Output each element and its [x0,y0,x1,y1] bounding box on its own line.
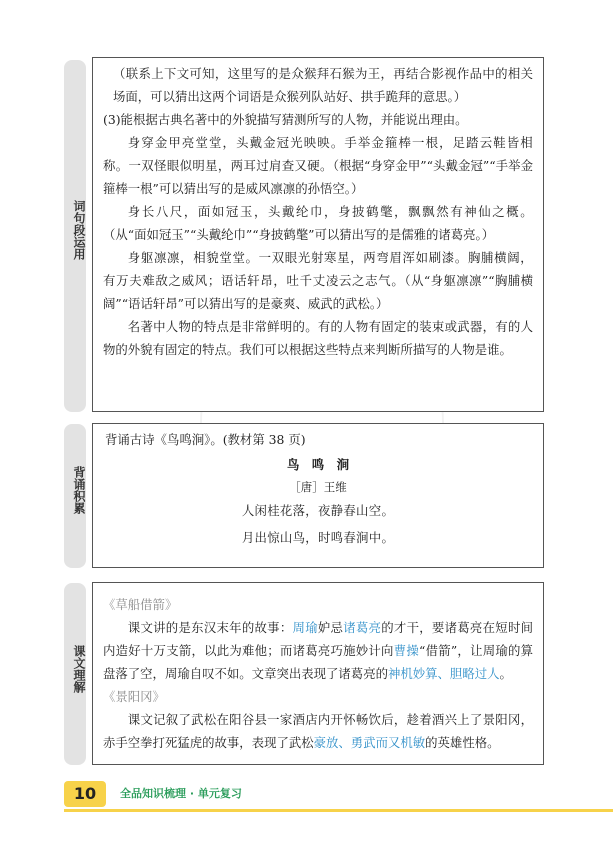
lesson-title: 《景阳冈》 [103,689,165,704]
section-tab-label: 背诵积累 [72,466,86,514]
passage-note: （根据“身穿金甲”“头戴金冠”“手举金箍棒一根”可以猜出写的是威风凛凛的孙悟空。） [103,158,533,196]
passage-quote: 身长八尺，面如冠玉，头戴纶巾，身披鹤氅，飘飘然有神仙之概。 [127,204,533,219]
footer-divider [64,809,613,812]
highlight-term: 周瑜 [292,620,318,635]
poem-verse: 人闲桂花落，夜静春山空。 [241,503,395,518]
recite-intro: 背诵古诗《鸟鸣涧》。(教材第 38 页) [105,432,306,447]
passage-1 [103,131,533,200]
question-3: (3)能根据古典名著中的外貌描写猜测所写的人物，并能说出理由。 [103,112,468,127]
lesson-summary [103,708,533,754]
section-tab-label: 课文理解 [72,645,86,693]
lesson-title: 《草船借箭》 [103,597,178,612]
passage-note: （从“面如冠玉”“头戴纶巾”“身披鹤氅”可以猜出写的是儒雅的诸葛亮。） [103,227,495,242]
footer-title: 全品知识梳理 · 单元复习 [120,787,242,800]
passage-note: （从“身躯凛凛”“胸脯横阔”“语话轩昂”可以猜出写的是豪爽、威武的武松。） [103,273,533,311]
section-box-bei-song [92,423,544,568]
section-box-ci-ju [92,57,544,412]
lesson-text: 的英雄性格。 [425,735,500,750]
poem-author: ［唐］王维 [289,480,347,494]
lesson-text: 。 [499,666,512,681]
context-note-text: （联系上下文可知，这里写的是众猴拜石猴为王，再结合影视作品中的相关场面，可以猜出这两个词语是众猴列队站好、拱手跪拜的意思。） [113,66,533,104]
section-box-ke-wen [92,582,544,765]
passage-quote: 身躯凛凛，相貌堂堂。一双眼光射寒星，两弯眉浑如刷漆。胸脯横阔，有万夫难敌之威风；语话轩昂，吐千丈凌云之志气。 [103,250,533,288]
highlight-term: 神机妙算、胆略过人 [387,666,500,681]
lesson-summary [103,616,533,685]
context-note [103,62,533,108]
highlight-term: 豪放、勇武而又机敏 [313,735,426,750]
poem-title: 鸟 鸣 涧 [287,457,349,472]
lesson-text: 的才干，要诸葛亮在短时间内造好十万支箭，以此为难他；而诸葛亮巧施妙计向 [103,620,534,658]
poem-verse: 月出惊山鸟，时鸣春涧中。 [241,530,395,545]
section-tab-bei-song [64,424,86,568]
highlight-term: 曹操 [393,643,419,658]
section-tab-ke-wen [64,583,86,765]
passage-2 [103,200,533,246]
highlight-term: 诸葛亮 [343,620,382,635]
summary: 名著中人物的特点是非常鲜明的。有的人物有固定的装束或武器，有的人物的外貌有固定的特点。我们可以根据这些特点来判断所描写的人物是谁。 [103,319,533,357]
passage-3 [103,246,533,315]
lesson-text: 妒忌 [317,620,344,635]
section-tab-ci-ju [64,60,86,412]
page-number: 10 [64,781,106,807]
lesson-text: 课文讲的是东汉末年的故事： [127,620,293,635]
passage-quote: 身穿金甲亮堂堂，头戴金冠光映映。手举金箍棒一根，足踏云鞋皆相称。一双怪眼似明星，两耳过肩查又硬。 [103,135,533,173]
lesson-text: “借箭”，让周瑜的算盘落了空，周瑜自叹不如。文章突出表现了诸葛亮的 [103,643,534,681]
lesson-text: 课文记叙了武松在阳谷县一家酒店内开怀畅饮后，趁着酒兴上了景阳冈，赤手空拳打死猛虎的故事，表现了武松 [103,712,533,750]
section-tab-label: 词句段运用 [72,200,86,260]
